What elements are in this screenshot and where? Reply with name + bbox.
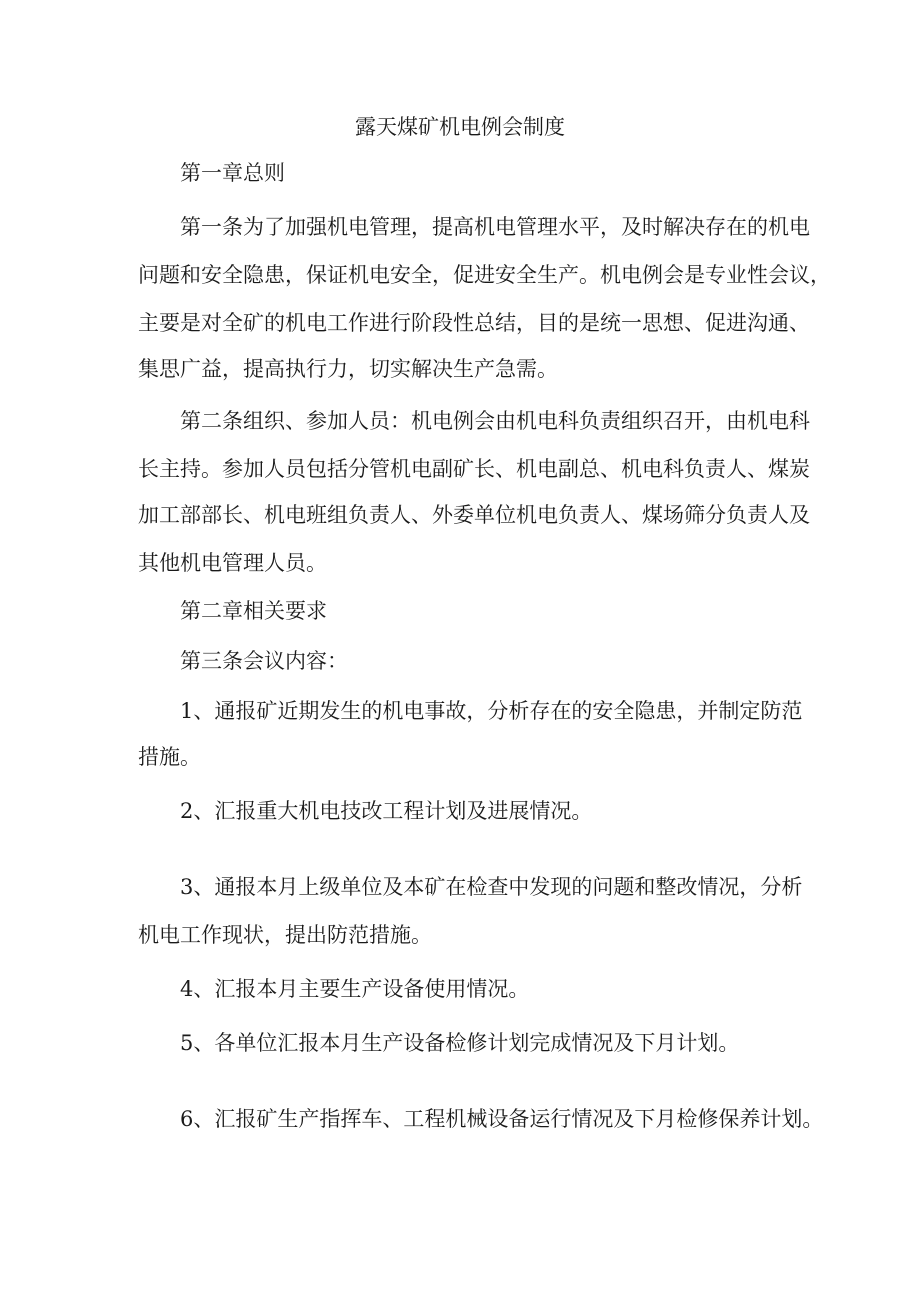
item-2: 2、汇报重大机电技改工程计划及进展情况。: [180, 799, 593, 823]
item-1-line-2: 措施。: [138, 745, 201, 769]
article-2-line-4: 其他机电管理人员。: [138, 551, 327, 575]
item-3-line-1: 3、通报本月上级单位及本矿在检查中发现的问题和整改情况，分析: [180, 875, 803, 899]
article-1-line-4: 集思广益，提高执行力，切实解决生产急需。: [138, 357, 558, 381]
item-1-line-1: 1、通报矿近期发生的机电事故，分析存在的安全隐患，并制定防范: [180, 699, 803, 723]
item-4: 4、汇报本月主要生产设备使用情况。: [180, 977, 530, 1001]
chapter-2-heading: 第二章相关要求: [180, 599, 327, 623]
article-3-heading: 第三条会议内容：: [180, 649, 348, 673]
item-6: 6、汇报矿生产指挥车、工程机械设备运行情况及下月检修保养计划。: [180, 1107, 824, 1131]
chapter-1-heading: 第一章总则: [180, 161, 285, 185]
article-2-line-1: 第二条组织、参加人员：机电例会由机电科负责组织召开，由机电科: [180, 409, 810, 433]
article-1-line-2: 问题和安全隐患，保证机电安全，促进安全生产。机电例会是专业性会议，: [138, 263, 831, 287]
article-2-line-2: 长主持。参加人员包括分管机电副矿长、机电副总、机电科负责人、煤炭: [138, 457, 810, 481]
article-1-line-1: 第一条为了加强机电管理，提高机电管理水平，及时解决存在的机电: [180, 215, 810, 239]
item-5: 5、各单位汇报本月生产设备检修计划完成情况及下月计划。: [180, 1031, 740, 1055]
item-3-line-2: 机电工作现状，提出防范措施。: [138, 923, 432, 947]
article-2-line-3: 加工部部长、机电班组负责人、外委单位机电负责人、煤场筛分负责人及: [138, 503, 810, 527]
article-1-line-3: 主要是对全矿的机电工作进行阶段性总结，目的是统一思想、促进沟通、: [138, 311, 810, 335]
document-title: 露天煤矿机电例会制度: [355, 115, 565, 139]
